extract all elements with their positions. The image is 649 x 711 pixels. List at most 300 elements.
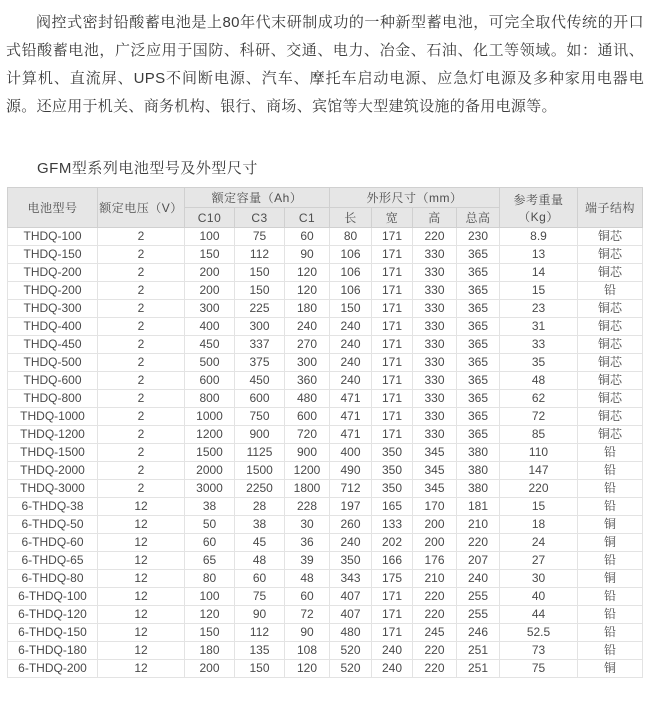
cell-c10: 800 [185, 390, 235, 408]
col-header-voltage: 额定电压（V） [98, 188, 185, 228]
cell-c10: 400 [185, 318, 235, 336]
cell-width: 350 [372, 444, 413, 462]
table-row [8, 354, 643, 372]
cell-height: 330 [413, 282, 457, 300]
cell-c1: 900 [285, 444, 330, 462]
cell-width: 350 [372, 462, 413, 480]
cell-total-height: 246 [457, 624, 500, 642]
cell-c3: 375 [235, 354, 285, 372]
cell-voltage: 12 [98, 570, 185, 588]
cell-weight: 24 [500, 534, 578, 552]
page [0, 9, 649, 678]
cell-total-height: 251 [457, 642, 500, 660]
cell-width: 171 [372, 372, 413, 390]
cell-terminal: 铅 [578, 624, 643, 642]
cell-weight: 30 [500, 570, 578, 588]
cell-c1: 90 [285, 624, 330, 642]
cell-c10: 38 [185, 498, 235, 516]
cell-voltage: 2 [98, 480, 185, 498]
cell-height: 200 [413, 516, 457, 534]
cell-weight: 27 [500, 552, 578, 570]
cell-c1: 108 [285, 642, 330, 660]
cell-width: 171 [372, 588, 413, 606]
table-row [8, 624, 643, 642]
cell-length: 240 [330, 354, 372, 372]
cell-c3: 225 [235, 300, 285, 318]
cell-length: 240 [330, 318, 372, 336]
cell-terminal: 铜芯 [578, 408, 643, 426]
col-header-capacity-group: 额定容量（Ah） [185, 188, 330, 208]
cell-length: 240 [330, 534, 372, 552]
cell-total-height: 210 [457, 516, 500, 534]
cell-total-height: 240 [457, 570, 500, 588]
cell-width: 350 [372, 480, 413, 498]
cell-weight: 110 [500, 444, 578, 462]
cell-weight: 220 [500, 480, 578, 498]
cell-length: 471 [330, 390, 372, 408]
cell-length: 407 [330, 588, 372, 606]
table-header [8, 188, 643, 228]
cell-c1: 1800 [285, 480, 330, 498]
table-row [8, 570, 643, 588]
cell-terminal: 铜芯 [578, 300, 643, 318]
cell-weight: 15 [500, 498, 578, 516]
cell-total-height: 365 [457, 282, 500, 300]
cell-width: 171 [372, 282, 413, 300]
table-body [8, 228, 643, 678]
cell-weight: 33 [500, 336, 578, 354]
cell-model: THDQ-200 [8, 264, 98, 282]
cell-voltage: 2 [98, 300, 185, 318]
cell-model: 6-THDQ-60 [8, 534, 98, 552]
cell-weight: 62 [500, 390, 578, 408]
cell-weight: 147 [500, 462, 578, 480]
cell-width: 171 [372, 318, 413, 336]
cell-terminal: 铜芯 [578, 426, 643, 444]
col-header-height: 高 [413, 208, 457, 228]
table-row [8, 498, 643, 516]
cell-height: 200 [413, 534, 457, 552]
cell-c10: 200 [185, 282, 235, 300]
cell-width: 171 [372, 228, 413, 246]
cell-c3: 900 [235, 426, 285, 444]
col-header-dimensions-group: 外形尺寸（mm） [330, 188, 500, 208]
cell-c1: 270 [285, 336, 330, 354]
cell-voltage: 2 [98, 228, 185, 246]
cell-c1: 48 [285, 570, 330, 588]
cell-total-height: 365 [457, 390, 500, 408]
cell-c3: 28 [235, 498, 285, 516]
cell-c1: 36 [285, 534, 330, 552]
cell-c1: 90 [285, 246, 330, 264]
cell-width: 166 [372, 552, 413, 570]
cell-total-height: 365 [457, 408, 500, 426]
cell-model: 6-THDQ-200 [8, 660, 98, 678]
cell-length: 490 [330, 462, 372, 480]
cell-c1: 600 [285, 408, 330, 426]
cell-model: THDQ-800 [8, 390, 98, 408]
cell-voltage: 12 [98, 534, 185, 552]
col-header-model: 电池型号 [8, 188, 98, 228]
cell-total-height: 365 [457, 318, 500, 336]
table-row [8, 408, 643, 426]
cell-model: THDQ-300 [8, 300, 98, 318]
cell-terminal: 铅 [578, 588, 643, 606]
cell-total-height: 380 [457, 480, 500, 498]
table-row [8, 606, 643, 624]
cell-terminal: 铅 [578, 498, 643, 516]
cell-height: 220 [413, 606, 457, 624]
table-row [8, 228, 643, 246]
cell-weight: 72 [500, 408, 578, 426]
cell-weight: 18 [500, 516, 578, 534]
cell-width: 171 [372, 336, 413, 354]
cell-length: 712 [330, 480, 372, 498]
cell-terminal: 铅 [578, 552, 643, 570]
cell-width: 171 [372, 408, 413, 426]
cell-terminal: 铅 [578, 606, 643, 624]
cell-total-height: 365 [457, 246, 500, 264]
cell-model: THDQ-450 [8, 336, 98, 354]
cell-voltage: 12 [98, 624, 185, 642]
cell-model: THDQ-200 [8, 282, 98, 300]
cell-voltage: 2 [98, 372, 185, 390]
cell-c10: 65 [185, 552, 235, 570]
battery-spec-table [7, 187, 643, 678]
cell-model: THDQ-3000 [8, 480, 98, 498]
cell-length: 240 [330, 336, 372, 354]
cell-height: 330 [413, 264, 457, 282]
cell-c10: 200 [185, 264, 235, 282]
cell-c10: 100 [185, 588, 235, 606]
cell-height: 330 [413, 372, 457, 390]
cell-c10: 150 [185, 246, 235, 264]
cell-voltage: 2 [98, 318, 185, 336]
cell-total-height: 365 [457, 264, 500, 282]
cell-voltage: 12 [98, 588, 185, 606]
cell-c3: 75 [235, 588, 285, 606]
cell-total-height: 365 [457, 426, 500, 444]
cell-height: 330 [413, 300, 457, 318]
cell-weight: 35 [500, 354, 578, 372]
cell-total-height: 380 [457, 462, 500, 480]
cell-width: 171 [372, 390, 413, 408]
cell-terminal: 铜 [578, 660, 643, 678]
cell-height: 345 [413, 462, 457, 480]
cell-c3: 75 [235, 228, 285, 246]
cell-length: 240 [330, 372, 372, 390]
table-row [8, 552, 643, 570]
col-header-width: 宽 [372, 208, 413, 228]
table-row [8, 516, 643, 534]
cell-total-height: 365 [457, 372, 500, 390]
table-row [8, 390, 643, 408]
cell-terminal: 铜芯 [578, 390, 643, 408]
cell-model: 6-THDQ-38 [8, 498, 98, 516]
table-row [8, 246, 643, 264]
cell-height: 220 [413, 228, 457, 246]
cell-weight: 13 [500, 246, 578, 264]
cell-voltage: 12 [98, 606, 185, 624]
cell-total-height: 181 [457, 498, 500, 516]
cell-length: 520 [330, 642, 372, 660]
cell-c10: 120 [185, 606, 235, 624]
cell-width: 202 [372, 534, 413, 552]
cell-total-height: 255 [457, 588, 500, 606]
cell-length: 407 [330, 606, 372, 624]
table-row [8, 480, 643, 498]
cell-terminal: 铜芯 [578, 246, 643, 264]
cell-c1: 60 [285, 228, 330, 246]
cell-voltage: 2 [98, 264, 185, 282]
cell-c10: 200 [185, 660, 235, 678]
cell-length: 106 [330, 264, 372, 282]
table-row [8, 372, 643, 390]
cell-model: 6-THDQ-120 [8, 606, 98, 624]
cell-c10: 600 [185, 372, 235, 390]
cell-model: THDQ-400 [8, 318, 98, 336]
cell-total-height: 255 [457, 606, 500, 624]
table-row [8, 318, 643, 336]
cell-model: THDQ-2000 [8, 462, 98, 480]
cell-weight: 85 [500, 426, 578, 444]
cell-height: 345 [413, 444, 457, 462]
cell-model: 6-THDQ-80 [8, 570, 98, 588]
cell-width: 240 [372, 660, 413, 678]
cell-terminal: 铅 [578, 462, 643, 480]
table-row [8, 588, 643, 606]
cell-length: 197 [330, 498, 372, 516]
cell-model: 6-THDQ-50 [8, 516, 98, 534]
intro-paragraph: 阀控式密封铅酸蓄电池是上80年代末研制成功的一种新型蓄电池，可完全取代传统的开口式铅酸蓄电池，广泛应用于国防、科研、交通、电力、冶金、石油、化工等领域。如：通讯、计算机、直流屏、UPS不间断电源、汽车、摩托车启动电源、应急灯电源及多种家用电器电源。还应用于机关、商务机构、银行、商场、宾馆等大型建筑设施的备用电源等。 [6, 14, 644, 115]
cell-total-height: 207 [457, 552, 500, 570]
table-row [8, 300, 643, 318]
table-row [8, 462, 643, 480]
table-row [8, 336, 643, 354]
col-header-weight: 参考重量（Kg） [500, 188, 578, 228]
cell-voltage: 2 [98, 282, 185, 300]
cell-height: 220 [413, 642, 457, 660]
cell-c10: 50 [185, 516, 235, 534]
cell-total-height: 365 [457, 354, 500, 372]
col-header-c10: C10 [185, 208, 235, 228]
cell-c1: 120 [285, 264, 330, 282]
cell-c10: 80 [185, 570, 235, 588]
cell-weight: 8.9 [500, 228, 578, 246]
cell-length: 350 [330, 552, 372, 570]
cell-voltage: 2 [98, 426, 185, 444]
cell-c3: 45 [235, 534, 285, 552]
cell-c3: 300 [235, 318, 285, 336]
cell-height: 330 [413, 246, 457, 264]
cell-c3: 38 [235, 516, 285, 534]
cell-length: 471 [330, 408, 372, 426]
cell-length: 260 [330, 516, 372, 534]
cell-c10: 150 [185, 624, 235, 642]
cell-width: 165 [372, 498, 413, 516]
cell-c1: 1200 [285, 462, 330, 480]
cell-terminal: 铜 [578, 534, 643, 552]
cell-width: 133 [372, 516, 413, 534]
cell-model: THDQ-100 [8, 228, 98, 246]
cell-length: 106 [330, 246, 372, 264]
cell-model: 6-THDQ-150 [8, 624, 98, 642]
cell-length: 471 [330, 426, 372, 444]
cell-height: 176 [413, 552, 457, 570]
cell-length: 520 [330, 660, 372, 678]
cell-c3: 135 [235, 642, 285, 660]
cell-voltage: 2 [98, 444, 185, 462]
cell-total-height: 380 [457, 444, 500, 462]
cell-weight: 73 [500, 642, 578, 660]
cell-voltage: 2 [98, 336, 185, 354]
cell-weight: 48 [500, 372, 578, 390]
cell-length: 480 [330, 624, 372, 642]
cell-weight: 31 [500, 318, 578, 336]
cell-c1: 60 [285, 588, 330, 606]
cell-width: 171 [372, 624, 413, 642]
cell-width: 171 [372, 264, 413, 282]
cell-width: 171 [372, 354, 413, 372]
cell-height: 330 [413, 318, 457, 336]
cell-terminal: 铜芯 [578, 354, 643, 372]
cell-weight: 44 [500, 606, 578, 624]
cell-c3: 450 [235, 372, 285, 390]
cell-c1: 720 [285, 426, 330, 444]
cell-c3: 48 [235, 552, 285, 570]
cell-c10: 1000 [185, 408, 235, 426]
table-row [8, 534, 643, 552]
cell-c10: 180 [185, 642, 235, 660]
cell-c1: 30 [285, 516, 330, 534]
cell-model: THDQ-1200 [8, 426, 98, 444]
cell-weight: 23 [500, 300, 578, 318]
cell-voltage: 2 [98, 408, 185, 426]
col-header-c1: C1 [285, 208, 330, 228]
cell-c3: 60 [235, 570, 285, 588]
cell-c10: 1200 [185, 426, 235, 444]
cell-c1: 360 [285, 372, 330, 390]
cell-c1: 39 [285, 552, 330, 570]
cell-c1: 180 [285, 300, 330, 318]
cell-c10: 60 [185, 534, 235, 552]
cell-terminal: 铜芯 [578, 318, 643, 336]
col-header-total-height: 总高 [457, 208, 500, 228]
cell-height: 330 [413, 408, 457, 426]
cell-width: 171 [372, 300, 413, 318]
cell-model: 6-THDQ-100 [8, 588, 98, 606]
cell-height: 345 [413, 480, 457, 498]
cell-weight: 15 [500, 282, 578, 300]
cell-voltage: 12 [98, 660, 185, 678]
cell-c3: 750 [235, 408, 285, 426]
cell-voltage: 2 [98, 354, 185, 372]
cell-c10: 450 [185, 336, 235, 354]
cell-c3: 112 [235, 624, 285, 642]
cell-model: THDQ-150 [8, 246, 98, 264]
cell-model: 6-THDQ-65 [8, 552, 98, 570]
cell-model: 6-THDQ-180 [8, 642, 98, 660]
cell-width: 171 [372, 246, 413, 264]
table-row [8, 444, 643, 462]
cell-height: 220 [413, 660, 457, 678]
section-title: GFM型系列电池型号及外型尺寸 [37, 160, 258, 177]
cell-total-height: 230 [457, 228, 500, 246]
cell-c3: 112 [235, 246, 285, 264]
col-header-c3: C3 [235, 208, 285, 228]
cell-model: THDQ-1500 [8, 444, 98, 462]
cell-c10: 500 [185, 354, 235, 372]
cell-width: 240 [372, 642, 413, 660]
cell-voltage: 12 [98, 552, 185, 570]
cell-terminal: 铜 [578, 516, 643, 534]
cell-c3: 90 [235, 606, 285, 624]
cell-terminal: 铅 [578, 642, 643, 660]
cell-weight: 52.5 [500, 624, 578, 642]
cell-c3: 150 [235, 660, 285, 678]
cell-weight: 14 [500, 264, 578, 282]
cell-voltage: 2 [98, 390, 185, 408]
cell-total-height: 365 [457, 336, 500, 354]
cell-c1: 228 [285, 498, 330, 516]
cell-length: 106 [330, 282, 372, 300]
cell-voltage: 2 [98, 246, 185, 264]
cell-voltage: 12 [98, 642, 185, 660]
cell-c10: 300 [185, 300, 235, 318]
cell-model: THDQ-600 [8, 372, 98, 390]
cell-c1: 240 [285, 318, 330, 336]
cell-terminal: 铜芯 [578, 228, 643, 246]
cell-c1: 480 [285, 390, 330, 408]
cell-c3: 150 [235, 282, 285, 300]
cell-c1: 72 [285, 606, 330, 624]
cell-c10: 100 [185, 228, 235, 246]
table-row [8, 264, 643, 282]
cell-weight: 75 [500, 660, 578, 678]
cell-c1: 120 [285, 282, 330, 300]
table-row [8, 426, 643, 444]
cell-c3: 2250 [235, 480, 285, 498]
cell-terminal: 铜芯 [578, 264, 643, 282]
cell-c3: 1125 [235, 444, 285, 462]
cell-weight: 40 [500, 588, 578, 606]
cell-terminal: 铅 [578, 282, 643, 300]
cell-height: 210 [413, 570, 457, 588]
cell-terminal: 铜芯 [578, 336, 643, 354]
cell-length: 150 [330, 300, 372, 318]
cell-voltage: 12 [98, 516, 185, 534]
cell-terminal: 铅 [578, 444, 643, 462]
cell-total-height: 220 [457, 534, 500, 552]
cell-c3: 600 [235, 390, 285, 408]
cell-terminal: 铜 [578, 570, 643, 588]
cell-height: 220 [413, 588, 457, 606]
table-row [8, 642, 643, 660]
cell-c3: 150 [235, 264, 285, 282]
cell-c3: 337 [235, 336, 285, 354]
table-row [8, 660, 643, 678]
table-row [8, 282, 643, 300]
cell-height: 170 [413, 498, 457, 516]
cell-width: 171 [372, 606, 413, 624]
cell-terminal: 铜芯 [578, 372, 643, 390]
col-header-terminal: 端子结构 [578, 188, 643, 228]
cell-height: 330 [413, 336, 457, 354]
cell-c10: 2000 [185, 462, 235, 480]
cell-model: THDQ-1000 [8, 408, 98, 426]
header-row-groups [8, 188, 643, 208]
cell-total-height: 251 [457, 660, 500, 678]
